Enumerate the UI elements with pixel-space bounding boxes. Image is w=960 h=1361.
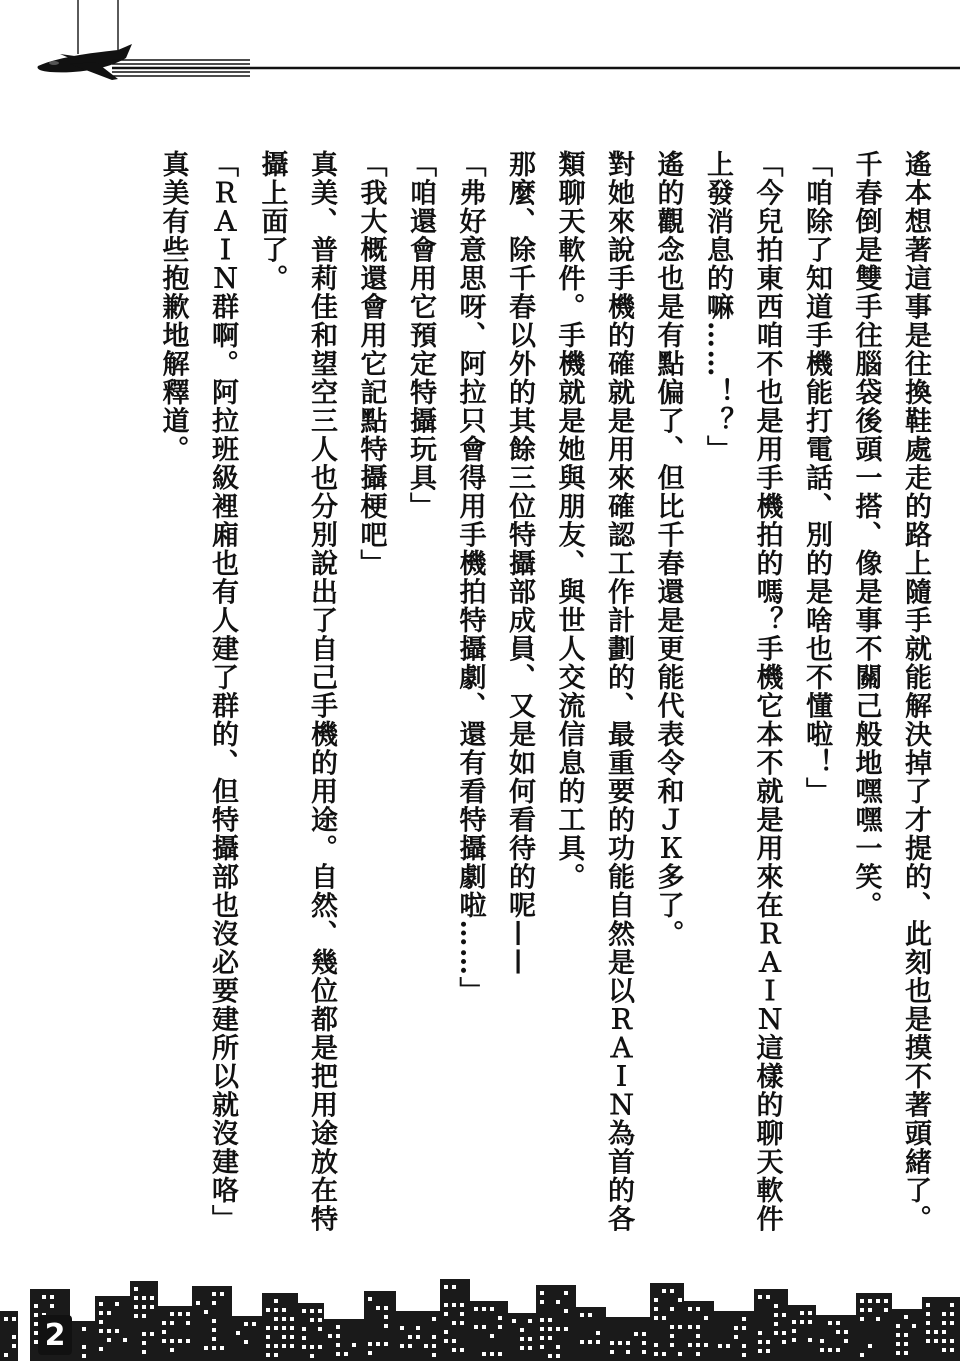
paragraph: 那麼、除千春以外的其餘三位特攝部成員、又是如何看待的呢—— [504, 150, 535, 977]
paragraph: 對她來說手機的確就是用來確認工作計劃的、最重要的功能自然是以ＲＡＩＮ為首的各類聊天軟件。手機就是她與朋友、與世人交流信息的工具。 [553, 150, 634, 1233]
paragraph: 「我大概還會用它記點特攝梗吧」 [355, 150, 387, 578]
paragraph: 遙的觀念也是有點偏了、但比千春還是更能代表令和ＪＫ多了。 [652, 150, 684, 948]
page-number: 2 [38, 1315, 72, 1355]
paragraph: 真美、普莉佳和望空三人也分別說出了自己手機的用途。自然、幾位都是把用途放在特攝上面了。 [256, 150, 337, 1233]
header-decoration [0, 0, 960, 100]
paragraph: 「今兒拍東西咱不也是用手機拍的嗎？手機它本不就是用來在ＲＡＩＮ這樣的聊天軟件上發消息的嘛……！？」 [702, 150, 783, 1233]
city-skyline-decoration [0, 1251, 960, 1361]
body-text [60, 150, 940, 1260]
paragraph: 「弗好意思呀、阿拉只會得用手機拍特攝劇、還有看特攝劇啦……」 [454, 150, 486, 1005]
paragraph: 真美有些抱歉地解釋道。 [157, 150, 189, 464]
header-lines [112, 60, 960, 76]
paragraph: 遙本想著這事是往換鞋處走的路上隨手就能解決掉了才提的、此刻也是摸不著頭緒了。 [900, 150, 931, 1233]
paragraph: 「ＲＡＩＮ群啊。阿拉班級裡廂也有人建了群的、但特攝部也沒必要建所以就沒建咯」 [207, 150, 238, 1233]
paragraph: 千春倒是雙手往腦袋後頭一搭、像是事不關己般地嘿嘿一笑。 [850, 150, 882, 920]
paragraph: 「咱還會用它預定特攝玩具」 [405, 150, 436, 521]
paragraph: 「咱除了知道手機能打電話、別的是啥也不懂啦！」 [801, 150, 832, 806]
